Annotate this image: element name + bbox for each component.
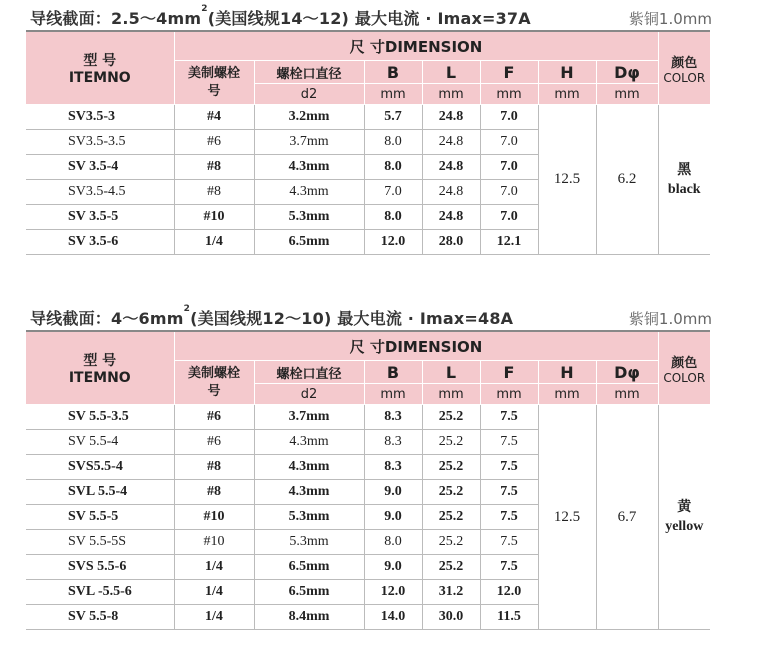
unit-b: mm (364, 84, 422, 105)
header-screw: 美制螺栓号 (174, 361, 254, 405)
cell-screw: #10 (174, 530, 254, 555)
cell-f: 7.5 (480, 455, 538, 480)
title-suffix: (美国线规12～10) 最大电流 · Imax=48A (190, 309, 514, 328)
cell-screw: #10 (174, 205, 254, 230)
cell-screw: 1/4 (174, 580, 254, 605)
cell-item: SV3.5-4.5 (26, 180, 174, 205)
cell-f: 7.0 (480, 105, 538, 130)
cell-d2: 5.3mm (254, 505, 364, 530)
cell-b: 8.3 (364, 430, 422, 455)
cell-d2: 6.5mm (254, 580, 364, 605)
cell-d2: 4.3mm (254, 430, 364, 455)
cell-b: 5.7 (364, 105, 422, 130)
header-col-l: L (422, 361, 480, 384)
material-label: 紫铜1.0mm (628, 10, 712, 28)
cell-d2: 4.3mm (254, 155, 364, 180)
section-title (30, 306, 513, 329)
cell-l: 31.2 (422, 580, 480, 605)
cell-f: 7.5 (480, 505, 538, 530)
header-itemno (26, 331, 174, 405)
cell-l: 25.2 (422, 530, 480, 555)
header-type-en: ITEMNO (68, 70, 131, 86)
cell-b: 9.0 (364, 505, 422, 530)
cell-item: SV3.5-3 (26, 105, 174, 130)
cell-d2: 4.3mm (254, 480, 364, 505)
cell-item: SVL -5.5-6 (26, 580, 174, 605)
cell-f: 7.0 (480, 180, 538, 205)
title-row (26, 300, 710, 330)
cell-d2: 8.4mm (254, 605, 364, 630)
cell-b: 8.3 (364, 455, 422, 480)
table-section-1 (26, 0, 710, 255)
cell-h: 12.5 (538, 105, 596, 255)
cell-b: 8.0 (364, 155, 422, 180)
spec-table (26, 330, 710, 630)
unit-d: mm (596, 384, 658, 405)
cell-l: 25.2 (422, 430, 480, 455)
cell-item: SV 3.5-5 (26, 205, 174, 230)
header-hole: 螺栓口直径 (254, 61, 364, 84)
title-prefix: 导线截面：2.5～4mm (30, 9, 202, 28)
header-col-f: F (480, 61, 538, 84)
cell-screw: 1/4 (174, 605, 254, 630)
cell-color (658, 405, 710, 630)
cell-b: 8.0 (364, 530, 422, 555)
header-hole: 螺栓口直径 (254, 361, 364, 384)
table-section-2 (26, 300, 710, 630)
cell-b: 8.0 (364, 130, 422, 155)
header-color-cn: 颜色 (671, 355, 698, 371)
header-color (658, 31, 710, 105)
cell-d2: 3.2mm (254, 105, 364, 130)
table-row (26, 405, 710, 430)
cell-item: SV 5.5-5 (26, 505, 174, 530)
header-type-cn: 型 号 (83, 53, 117, 69)
header-itemno (26, 31, 174, 105)
cell-f: 7.0 (480, 205, 538, 230)
header-dimension: 尺 寸DIMENSION (174, 31, 658, 61)
cell-item: SVS5.5-4 (26, 455, 174, 480)
cell-l: 24.8 (422, 130, 480, 155)
cell-b: 8.0 (364, 205, 422, 230)
unit-d: mm (596, 84, 658, 105)
header-type-en: ITEMNO (68, 370, 131, 386)
cell-l: 25.2 (422, 405, 480, 430)
cell-f: 7.5 (480, 430, 538, 455)
cell-f: 11.5 (480, 605, 538, 630)
cell-color (658, 105, 710, 255)
cell-l: 24.8 (422, 155, 480, 180)
cell-d2: 5.3mm (254, 205, 364, 230)
cell-l: 25.2 (422, 505, 480, 530)
cell-screw: 1/4 (174, 555, 254, 580)
cell-f: 12.1 (480, 230, 538, 255)
cell-d2: 6.5mm (254, 555, 364, 580)
unit-h: mm (538, 384, 596, 405)
cell-d2: 3.7mm (254, 130, 364, 155)
cell-screw: #4 (174, 105, 254, 130)
cell-l: 25.2 (422, 480, 480, 505)
cell-h: 12.5 (538, 405, 596, 630)
unit-h: mm (538, 84, 596, 105)
cell-screw: #6 (174, 130, 254, 155)
title-row (26, 0, 710, 30)
cell-item: SV 3.5-6 (26, 230, 174, 255)
header-col-b: B (364, 61, 422, 84)
cell-d: 6.2 (596, 105, 658, 255)
header-col-h: H (538, 61, 596, 84)
cell-screw: #8 (174, 155, 254, 180)
cell-b: 14.0 (364, 605, 422, 630)
unit-b: mm (364, 384, 422, 405)
cell-f: 7.5 (480, 480, 538, 505)
cell-d2: 4.3mm (254, 180, 364, 205)
header-color (658, 331, 710, 405)
cell-f: 7.0 (480, 130, 538, 155)
header-col-d: Dφ (596, 61, 658, 84)
cell-b: 7.0 (364, 180, 422, 205)
header-screw: 美制螺栓号 (174, 61, 254, 105)
header-col-h: H (538, 361, 596, 384)
cell-f: 7.5 (480, 405, 538, 430)
cell-screw: #8 (174, 480, 254, 505)
cell-l: 25.2 (422, 555, 480, 580)
cell-f: 12.0 (480, 580, 538, 605)
cell-l: 24.8 (422, 105, 480, 130)
cell-item: SVL 5.5-4 (26, 480, 174, 505)
header-col-l: L (422, 61, 480, 84)
cell-screw: 1/4 (174, 230, 254, 255)
color-en: black (667, 181, 701, 197)
unit-l: mm (422, 84, 480, 105)
cell-screw: #8 (174, 180, 254, 205)
title-superscript: 2 (183, 304, 191, 314)
cell-item: SV 5.5-5S (26, 530, 174, 555)
cell-l: 30.0 (422, 605, 480, 630)
cell-l: 25.2 (422, 455, 480, 480)
cell-screw: #6 (174, 430, 254, 455)
header-color-en: COLOR (663, 370, 706, 385)
spec-table (26, 30, 710, 255)
table-row (26, 105, 710, 130)
cell-screw: #10 (174, 505, 254, 530)
header-col-b: B (364, 361, 422, 384)
cell-d2: 6.5mm (254, 230, 364, 255)
header-color-en: COLOR (663, 70, 706, 85)
cell-screw: #6 (174, 405, 254, 430)
cell-item: SV 5.5-3.5 (26, 405, 174, 430)
header-color-cn: 颜色 (671, 55, 698, 71)
unit-f: mm (480, 84, 538, 105)
cell-f: 7.0 (480, 155, 538, 180)
unit-d2: d2 (254, 384, 364, 405)
cell-item: SV3.5-3.5 (26, 130, 174, 155)
header-dimension: 尺 寸DIMENSION (174, 331, 658, 361)
header-col-d: Dφ (596, 361, 658, 384)
unit-f: mm (480, 384, 538, 405)
cell-d2: 5.3mm (254, 530, 364, 555)
cell-d: 6.7 (596, 405, 658, 630)
color-cn: 黑 (677, 161, 692, 178)
cell-b: 12.0 (364, 230, 422, 255)
cell-d2: 4.3mm (254, 455, 364, 480)
title-superscript: 2 (201, 4, 208, 14)
cell-f: 7.5 (480, 530, 538, 555)
title-prefix: 导线截面：4～6mm (30, 309, 184, 328)
cell-l: 24.8 (422, 180, 480, 205)
unit-d2: d2 (254, 84, 364, 105)
cell-l: 24.8 (422, 205, 480, 230)
header-col-f: F (480, 361, 538, 384)
cell-screw: #8 (174, 455, 254, 480)
cell-item: SV 5.5-4 (26, 430, 174, 455)
color-cn: 黄 (677, 499, 692, 515)
cell-b: 12.0 (364, 580, 422, 605)
cell-f: 7.5 (480, 555, 538, 580)
title-suffix: (美国线规14～12) 最大电流 · Imax=37A (207, 9, 531, 28)
cell-d2: 3.7mm (254, 405, 364, 430)
color-en: yellow (665, 519, 704, 534)
cell-item: SVS 5.5-6 (26, 555, 174, 580)
cell-b: 9.0 (364, 555, 422, 580)
cell-b: 8.3 (364, 405, 422, 430)
header-type-cn: 型 号 (83, 353, 117, 369)
cell-item: SV 3.5-4 (26, 155, 174, 180)
section-title (30, 6, 531, 29)
unit-l: mm (422, 384, 480, 405)
material-label: 紫铜1.0mm (628, 310, 712, 328)
cell-l: 28.0 (422, 230, 480, 255)
cell-b: 9.0 (364, 480, 422, 505)
cell-item: SV 5.5-8 (26, 605, 174, 630)
